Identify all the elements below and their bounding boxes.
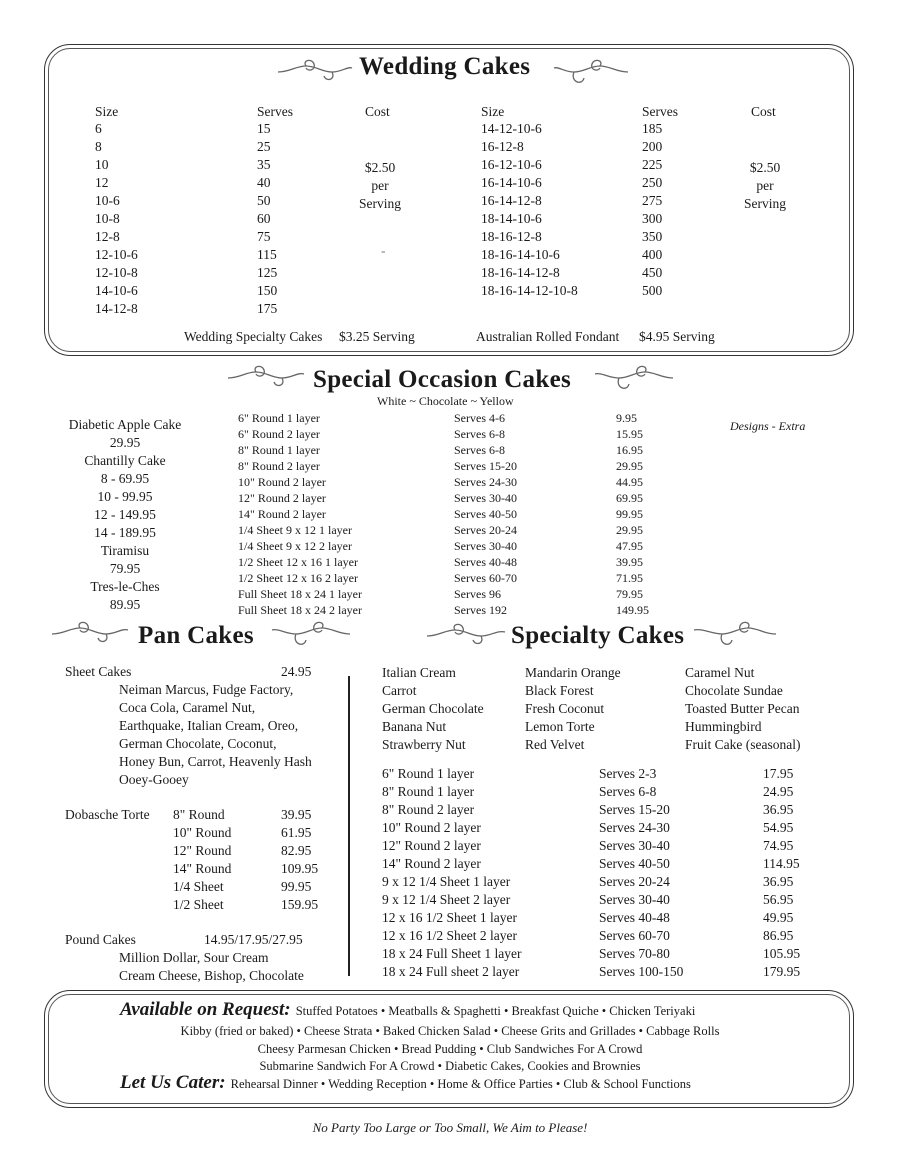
cater-label: Let Us Cater: — [120, 1072, 226, 1093]
wedding-header-serves-left: Serves — [257, 104, 293, 119]
request-label: Available on Request: — [120, 999, 291, 1020]
specialty-price: 105.95 — [763, 946, 801, 961]
occasion-left-item: 14 - 189.95 — [94, 525, 156, 540]
specialty-serves: Serves 30-40 — [599, 838, 670, 853]
specialty-serves: Serves 15-20 — [599, 802, 670, 817]
wedding-size: 18-16-14-12-10-8 — [481, 283, 578, 298]
swirl-ornament-right-icon — [692, 620, 778, 652]
specialty-serves — [599, 765, 683, 981]
cost-serving: Serving — [744, 196, 786, 211]
wedding-specialty-label: Wedding Specialty Cakes — [184, 329, 323, 344]
pan-title: Pan Cakes — [138, 622, 254, 649]
occasion-serves: Serves 192 — [454, 603, 507, 617]
specialty-flavor: Black Forest — [525, 683, 594, 698]
wedding-header-cost-right: Cost — [751, 104, 776, 119]
wedding-size: 12-10-8 — [95, 265, 138, 280]
occasion-serves: Serves 6-8 — [454, 427, 505, 441]
sheet-cake-flavor: Neiman Marcus, Fudge Factory, — [119, 682, 294, 697]
occasion-title: Special Occasion Cakes — [313, 366, 571, 393]
wedding-size: 10 — [95, 157, 109, 172]
wedding-cost-right — [735, 159, 795, 213]
wedding-left-sizes — [95, 120, 138, 318]
occasion-size: 12" Round 2 layer — [238, 491, 326, 505]
occasion-serves: Serves 4-6 — [454, 411, 505, 425]
specialty-size: 12 x 16 1/2 Sheet 1 layer — [382, 910, 517, 925]
specialty-price: 54.95 — [763, 820, 794, 835]
occasion-left-item: Diabetic Apple Cake — [68, 417, 182, 432]
dobasche-size: 1/4 Sheet — [173, 879, 224, 894]
wedding-header-serves-right: Serves — [642, 104, 678, 119]
wedding-size: 14-12-8 — [95, 301, 138, 316]
dobasche-size: 1/2 Sheet — [173, 897, 224, 912]
specialty-size: 6" Round 1 layer — [382, 766, 475, 781]
specialty-size: 14" Round 2 layer — [382, 856, 481, 871]
swirl-ornament-right-icon — [270, 620, 352, 652]
occasion-size: 6" Round 1 layer — [238, 411, 320, 425]
wedding-size: 18-16-14-10-6 — [481, 247, 560, 262]
specialty-serves: Serves 40-48 — [599, 910, 670, 925]
wedding-size: 10-8 — [95, 211, 120, 226]
specialty-size: 10" Round 2 layer — [382, 820, 481, 835]
specialty-size: 8" Round 2 layer — [382, 802, 475, 817]
specialty-flavors-col2 — [525, 664, 621, 754]
column-divider — [348, 676, 350, 976]
occasion-price: 39.95 — [616, 555, 643, 569]
occasion-price: 29.95 — [616, 459, 643, 473]
cost-serving: Serving — [359, 196, 401, 211]
wedding-cost-dash: - — [381, 243, 386, 258]
specialty-size: 9 x 12 1/4 Sheet 2 layer — [382, 892, 511, 907]
occasion-size: Full Sheet 18 x 24 2 layer — [238, 603, 362, 617]
fondant-price: $4.95 Serving — [639, 329, 715, 344]
occasion-serves: Serves 20-24 — [454, 523, 517, 537]
dobasche-price: 82.95 — [281, 843, 312, 858]
wedding-size: 12-8 — [95, 229, 120, 244]
occasion-price: 149.95 — [616, 603, 649, 617]
dobasche-price: 99.95 — [281, 879, 312, 894]
swirl-ornament-left-icon — [50, 620, 130, 650]
occasion-price: 71.95 — [616, 571, 643, 585]
occasion-price: 15.95 — [616, 427, 643, 441]
specialty-flavor: Banana Nut — [382, 719, 447, 734]
occasion-price: 16.95 — [616, 443, 643, 457]
occasion-price: 9.95 — [616, 411, 637, 425]
specialty-serves: Serves 24-30 — [599, 820, 670, 835]
specialty-size: 18 x 24 Full Sheet 1 layer — [382, 946, 522, 961]
specialty-flavor: Red Velvet — [525, 737, 585, 752]
specialty-serves: Serves 6-8 — [599, 784, 657, 799]
occasion-subtitle: White ~ Chocolate ~ Yellow — [377, 394, 514, 408]
occasion-price: 47.95 — [616, 539, 643, 553]
occasion-serves: Serves 96 — [454, 587, 501, 601]
designs-extra-note: Designs - Extra — [730, 419, 806, 433]
wedding-serves: 50 — [257, 193, 271, 208]
specialty-price: 17.95 — [763, 766, 794, 781]
specialty-price: 114.95 — [763, 856, 800, 871]
occasion-left-item: 12 - 149.95 — [94, 507, 156, 522]
dobasche-sizes — [173, 806, 231, 914]
occasion-size: 8" Round 1 layer — [238, 443, 320, 457]
wedding-header-size-left: Size — [95, 104, 119, 119]
wedding-serves: 250 — [642, 175, 663, 190]
specialty-flavor: Toasted Butter Pecan — [685, 701, 800, 716]
swirl-ornament-left-icon — [226, 364, 306, 394]
occasion-serves: Serves 30-40 — [454, 539, 517, 553]
occasion-size: 1/2 Sheet 12 x 16 1 layer — [238, 555, 358, 569]
occasion-left-item: Tres-le-Ches — [90, 579, 160, 594]
wedding-frame-inner — [48, 48, 850, 352]
wedding-header-size-right: Size — [481, 104, 505, 119]
pound-cake-flavor: Cream Cheese, Bishop, Chocolate — [119, 968, 304, 983]
wedding-serves: 450 — [642, 265, 663, 280]
sheet-cake-flavor: German Chocolate, Coconut, — [119, 736, 277, 751]
occasion-left-item: 29.95 — [109, 435, 141, 450]
request-items-2: Kibby (fried or baked) • Cheese Strata • Baked Chicken Salad • Cheese Grits and Grillades • Cabbage Rolls — [180, 1024, 720, 1038]
occasion-left-item: 10 - 99.95 — [97, 489, 153, 504]
specialty-flavor: German Chocolate — [382, 701, 484, 716]
specialty-price: 86.95 — [763, 928, 794, 943]
occasion-serves: Serves 30-40 — [454, 491, 517, 505]
swirl-ornament-right-icon — [552, 56, 630, 92]
dobasche-price: 61.95 — [281, 825, 312, 840]
occasion-size: 1/4 Sheet 9 x 12 2 layer — [238, 539, 352, 553]
specialty-size: 18 x 24 Full sheet 2 layer — [382, 964, 520, 979]
occasion-prices — [616, 410, 649, 618]
occasion-price: 99.95 — [616, 507, 643, 521]
specialty-size: 12 x 16 1/2 Sheet 2 layer — [382, 928, 517, 943]
sheet-cake-flavor: Honey Bun, Carrot, Heavenly Hash — [119, 754, 312, 769]
dobasche-size: 14" Round — [173, 861, 232, 876]
occasion-serves: Serves 15-20 — [454, 459, 517, 473]
swirl-ornament-left-icon — [276, 56, 354, 86]
wedding-right-sizes — [481, 120, 578, 300]
specialty-price: 36.95 — [763, 874, 794, 889]
occasion-price: 44.95 — [616, 475, 643, 489]
wedding-serves: 400 — [642, 247, 663, 262]
occasion-price: 29.95 — [616, 523, 643, 537]
specialty-serves: Serves 60-70 — [599, 928, 670, 943]
specialty-serves: Serves 100-150 — [599, 964, 684, 979]
wedding-serves: 25 — [257, 139, 271, 154]
sheet-cake-flavor: Coca Cola, Caramel Nut, — [119, 700, 256, 715]
specialty-flavor: Strawberry Nut — [382, 737, 466, 752]
request-line-1 — [120, 999, 695, 1021]
wedding-serves: 15 — [257, 121, 271, 136]
specialty-flavor: Italian Cream — [382, 665, 456, 680]
sheet-cake-flavor: Ooey-Gooey — [119, 772, 189, 787]
wedding-serves: 35 — [257, 157, 271, 172]
dobasche-size: 10" Round — [173, 825, 232, 840]
specialty-flavor: Fresh Coconut — [525, 701, 605, 716]
pound-cakes-price: 14.95/17.95/27.95 — [204, 932, 303, 947]
wedding-size: 16-14-12-8 — [481, 193, 542, 208]
occasion-size: Full Sheet 18 x 24 1 layer — [238, 587, 362, 601]
tagline: No Party Too Large or Too Small, We Aim to Please! — [312, 1120, 588, 1135]
specialty-size: 12" Round 2 layer — [382, 838, 481, 853]
specialty-price: 56.95 — [763, 892, 794, 907]
cost-per: per — [756, 178, 774, 193]
occasion-serves: Serves 6-8 — [454, 443, 505, 457]
wedding-size: 12-10-6 — [95, 247, 138, 262]
wedding-size: 18-16-14-12-8 — [481, 265, 560, 280]
dobasche-price: 109.95 — [281, 861, 319, 876]
cost-per: per — [371, 178, 389, 193]
dobasche-label: Dobasche Torte — [65, 807, 150, 822]
cost-price: $2.50 — [364, 160, 396, 175]
wedding-serves: 500 — [642, 283, 663, 298]
pound-cake-flavor: Million Dollar, Sour Cream — [119, 950, 269, 965]
occasion-left-items — [55, 416, 195, 614]
cater-line — [120, 1072, 691, 1094]
wedding-left-serves — [257, 120, 277, 318]
occasion-left-item: 79.95 — [109, 561, 141, 576]
wedding-size: 16-12-8 — [481, 139, 524, 154]
sheet-cakes-label: Sheet Cakes — [65, 664, 132, 679]
dobasche-size: 8" Round — [173, 807, 225, 822]
request-items-3: Cheesy Parmesan Chicken • Bread Pudding • Club Sandwiches For A Crowd — [257, 1042, 643, 1056]
specialty-price: 24.95 — [763, 784, 794, 799]
specialty-flavor: Caramel Nut — [685, 665, 755, 680]
swirl-ornament-left-icon — [425, 622, 507, 652]
specialty-flavors-col3 — [685, 664, 800, 754]
cater-items: Rehearsal Dinner • Wedding Reception • Home & Office Parties • Club & School Functions — [230, 1077, 691, 1091]
occasion-price: 69.95 — [616, 491, 643, 505]
request-items-4: Submarine Sandwich For A Crowd • Diabetic Cakes, Cookies and Brownies — [259, 1059, 641, 1073]
occasion-price: 79.95 — [616, 587, 643, 601]
wedding-size: 18-16-12-8 — [481, 229, 542, 244]
occasion-size: 10" Round 2 layer — [238, 475, 326, 489]
wedding-serves: 175 — [257, 301, 278, 316]
sheet-cakes-price: 24.95 — [281, 664, 312, 679]
wedding-serves: 225 — [642, 157, 663, 172]
specialty-flavor: Fruit Cake (seasonal) — [685, 737, 801, 752]
pound-cakes-flavors — [119, 949, 304, 985]
wedding-size: 12 — [95, 175, 109, 190]
wedding-serves: 350 — [642, 229, 663, 244]
wedding-size: 16-12-10-6 — [481, 157, 542, 172]
pound-cakes-label: Pound Cakes — [65, 932, 136, 947]
request-items-1: Stuffed Potatoes • Meatballs & Spaghetti • Breakfast Quiche • Chicken Teriyaki — [295, 1004, 696, 1018]
wedding-right-serves — [642, 120, 662, 300]
specialty-price: 49.95 — [763, 910, 794, 925]
dobasche-price: 39.95 — [281, 807, 312, 822]
wedding-serves: 60 — [257, 211, 271, 226]
wedding-size: 6 — [95, 121, 102, 136]
dobasche-size: 12" Round — [173, 843, 232, 858]
wedding-title: Wedding Cakes — [359, 53, 531, 80]
occasion-left-item: Tiramisu — [100, 543, 150, 558]
wedding-cost-left — [350, 159, 410, 213]
specialty-flavor: Lemon Torte — [525, 719, 595, 734]
occasion-sizes — [238, 410, 362, 618]
specialty-price: 36.95 — [763, 802, 794, 817]
occasion-size: 1/2 Sheet 12 x 16 2 layer — [238, 571, 358, 585]
cost-price: $2.50 — [749, 160, 781, 175]
specialty-sizes — [382, 765, 521, 981]
specialty-price: 179.95 — [763, 964, 801, 979]
specialty-serves: Serves 2-3 — [599, 766, 657, 781]
wedding-serves: 185 — [642, 121, 663, 136]
dobasche-prices — [281, 806, 318, 914]
specialty-flavors-col1 — [382, 664, 484, 754]
fondant-label: Australian Rolled Fondant — [476, 329, 620, 344]
specialty-flavor: Chocolate Sundae — [685, 683, 783, 698]
sheet-cake-flavor: Earthquake, Italian Cream, Oreo, — [119, 718, 299, 733]
wedding-size: 10-6 — [95, 193, 120, 208]
specialty-title: Specialty Cakes — [511, 622, 685, 649]
wedding-header-cost-left: Cost — [365, 104, 390, 119]
occasion-left-item: Chantilly Cake — [84, 453, 166, 468]
wedding-serves: 115 — [257, 247, 277, 262]
sheet-cakes-flavors — [119, 681, 312, 789]
wedding-serves: 200 — [642, 139, 663, 154]
occasion-serves — [454, 410, 517, 618]
specialty-flavor: Carrot — [382, 683, 417, 698]
wedding-serves: 125 — [257, 265, 278, 280]
specialty-serves: Serves 30-40 — [599, 892, 670, 907]
occasion-serves: Serves 60-70 — [454, 571, 517, 585]
occasion-serves: Serves 40-50 — [454, 507, 517, 521]
occasion-serves: Serves 40-48 — [454, 555, 517, 569]
dobasche-price: 159.95 — [281, 897, 319, 912]
wedding-size: 8 — [95, 139, 102, 154]
occasion-left-item: 8 - 69.95 — [100, 471, 150, 486]
wedding-size: 18-14-10-6 — [481, 211, 542, 226]
specialty-serves: Serves 40-50 — [599, 856, 670, 871]
specialty-flavor: Hummingbird — [685, 719, 762, 734]
occasion-size: 8" Round 2 layer — [238, 459, 320, 473]
swirl-ornament-right-icon — [593, 364, 675, 396]
specialty-price: 74.95 — [763, 838, 794, 853]
specialty-serves: Serves 70-80 — [599, 946, 670, 961]
occasion-serves: Serves 24-30 — [454, 475, 517, 489]
occasion-size: 6" Round 2 layer — [238, 427, 320, 441]
wedding-size: 14-12-10-6 — [481, 121, 542, 136]
wedding-size: 14-10-6 — [95, 283, 138, 298]
wedding-serves: 150 — [257, 283, 278, 298]
specialty-prices — [763, 765, 800, 981]
wedding-serves: 75 — [257, 229, 271, 244]
wedding-specialty-price: $3.25 Serving — [339, 329, 415, 344]
occasion-size: 14" Round 2 layer — [238, 507, 326, 521]
wedding-size: 16-14-10-6 — [481, 175, 542, 190]
wedding-serves: 300 — [642, 211, 663, 226]
wedding-serves: 275 — [642, 193, 663, 208]
occasion-size: 1/4 Sheet 9 x 12 1 layer — [238, 523, 352, 537]
occasion-left-item: 89.95 — [109, 597, 141, 612]
specialty-flavor: Mandarin Orange — [525, 665, 621, 680]
specialty-size: 9 x 12 1/4 Sheet 1 layer — [382, 874, 511, 889]
specialty-serves: Serves 20-24 — [599, 874, 670, 889]
wedding-serves: 40 — [257, 175, 271, 190]
specialty-size: 8" Round 1 layer — [382, 784, 475, 799]
